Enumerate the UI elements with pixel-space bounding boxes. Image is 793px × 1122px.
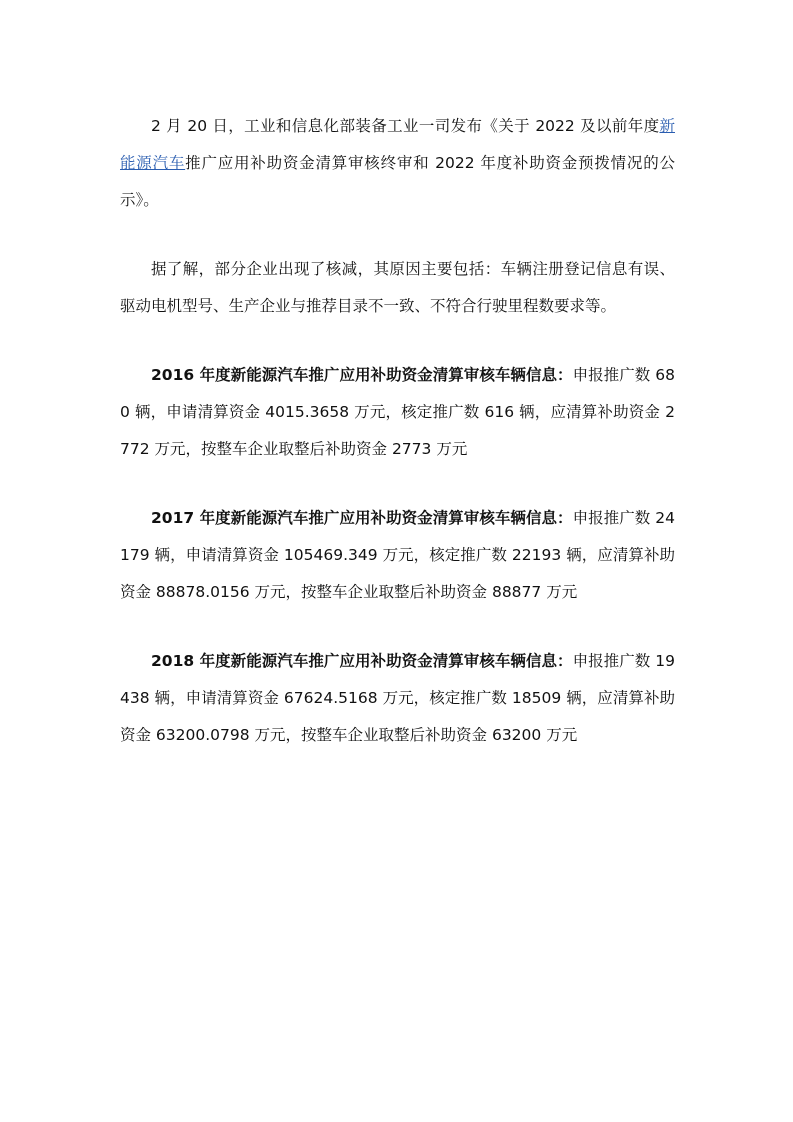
paragraph-announcement xyxy=(120,108,675,219)
paragraph-reasons: 据了解，部分企业出现了核减，其原因主要包括：车辆注册登记信息有误、驱动电机型号、生产企业与推荐目录不一致、不符合行驶里程数要求等。 xyxy=(120,260,675,315)
heading-2016: 2016 年度新能源汽车推广应用补助资金清算审核车辆信息： xyxy=(151,366,573,384)
paragraph-2018 xyxy=(120,643,675,754)
heading-2017: 2017 年度新能源汽车推广应用补助资金清算审核车辆信息： xyxy=(151,509,573,527)
paragraph-2017 xyxy=(120,500,675,611)
heading-2018: 2018 年度新能源汽车推广应用补助资金清算审核车辆信息： xyxy=(151,652,573,670)
announcement-text-end: 推广应用补助资金清算审核终审和 2022 年度补助资金预拨情况的公示》。 xyxy=(120,154,675,209)
body-2017: 申报推广数 24179 辆，申请清算资金 105469.349 万元，核定推广数 22193 辆，应清算补助资金 88878.0156 万元，按整车企业取整后补助资金 88877 万元 xyxy=(120,509,675,601)
announcement-text-start: 2 月 20 日，工业和信息化部装备工业一司发布《关于 2022 及以前年度 xyxy=(151,117,660,135)
body-2016: 申报推广数 680 辆，申请清算资金 4015.3658 万元，核定推广数 616 辆，应清算补助资金 2772 万元，按整车企业取整后补助资金 2773 万元 xyxy=(120,366,675,458)
nev-link[interactable]: 新能源汽车 xyxy=(120,117,675,172)
paragraph-2016 xyxy=(120,357,675,468)
body-2018: 申报推广数 19438 辆，申请清算资金 67624.5168 万元，核定推广数 18509 辆，应清算补助资金 63200.0798 万元，按整车企业取整后补助资金 63200 万元 xyxy=(120,652,675,744)
